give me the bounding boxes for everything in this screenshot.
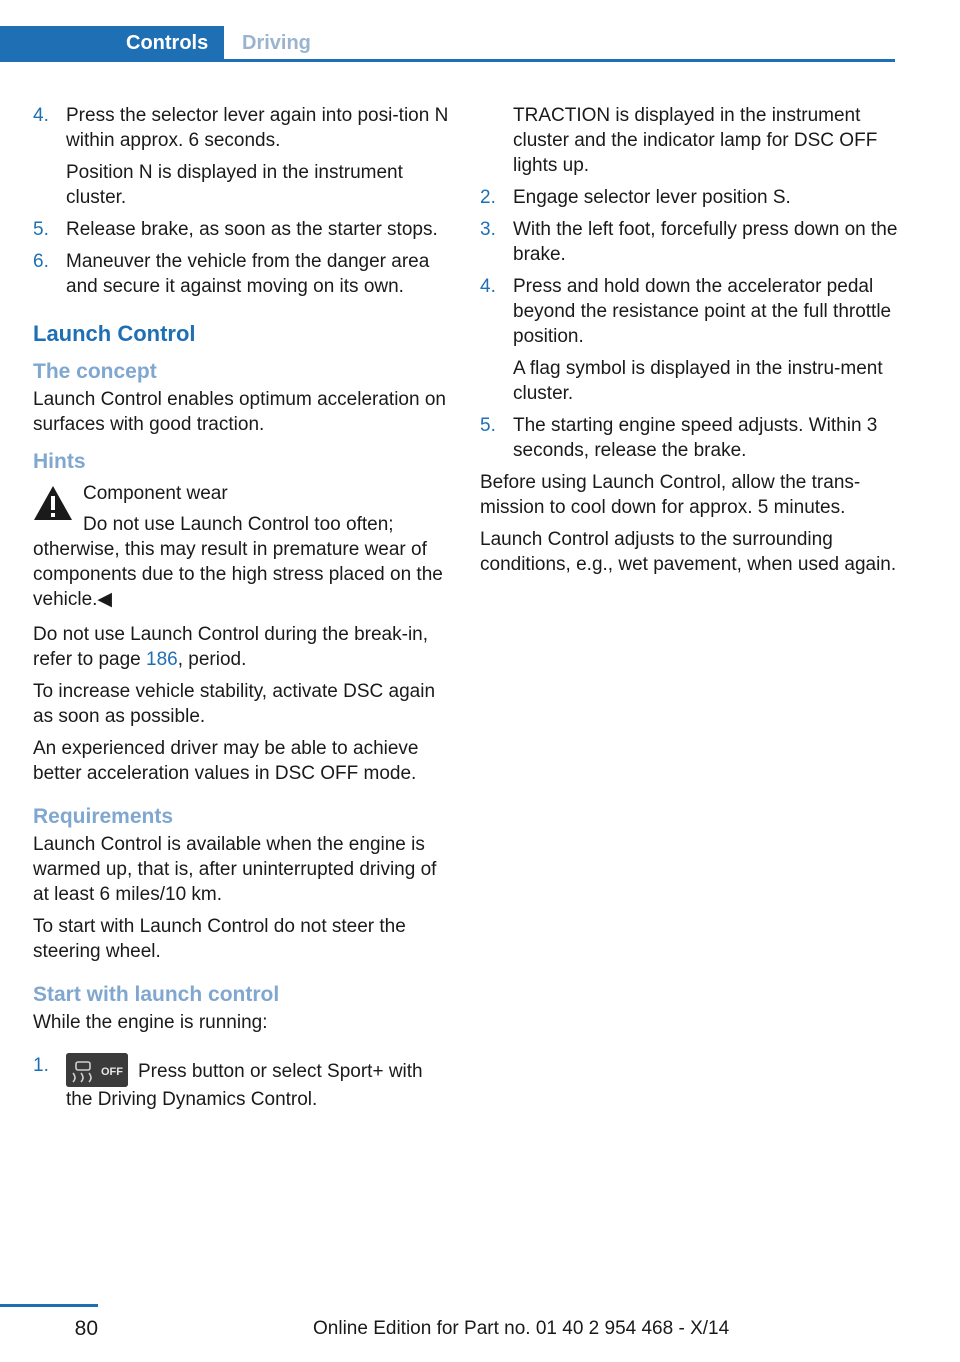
edition-footer: Online Edition for Part no. 01 40 2 954 468 - X/14 bbox=[313, 1318, 730, 1339]
step-number: 6. bbox=[33, 251, 49, 272]
step-text: Release brake, as soon as the starter stops. bbox=[66, 219, 438, 240]
break-in-text-end: , period. bbox=[177, 649, 247, 670]
step-3 bbox=[480, 217, 898, 267]
continuation-text: TRACTION is displayed in the instrument cluster and the indicator lamp for DSC OFF lights up. bbox=[513, 105, 878, 176]
step-number: 4. bbox=[480, 276, 496, 297]
stability-text: To increase vehicle stability, activate DSC again as soon as possible. bbox=[33, 681, 436, 727]
page-link[interactable]: 186 bbox=[146, 649, 178, 670]
experienced-text: An experienced driver may be able to achieve better acceleration values in DSC OFF mode. bbox=[33, 738, 419, 784]
step-number: 3. bbox=[480, 219, 496, 240]
start-intro: While the engine is running: bbox=[33, 1012, 268, 1033]
step-number: 1. bbox=[33, 1055, 49, 1076]
page-number-rule bbox=[0, 1304, 98, 1307]
step-text: Press and hold down the accelerator pedal beyond the resistance point at the full throttle position. bbox=[513, 276, 892, 347]
svg-text:OFF: OFF bbox=[101, 1066, 123, 1078]
step-text: Engage selector lever position S. bbox=[513, 187, 791, 208]
step-text: Maneuver the vehicle from the danger area and secure it against moving on its own. bbox=[66, 251, 430, 297]
step-text bbox=[66, 1053, 451, 1112]
right-column bbox=[480, 103, 898, 584]
step-number: 4. bbox=[33, 105, 49, 126]
step-1 bbox=[33, 1053, 451, 1112]
step-text: With the left foot, forcefully press down on the brake. bbox=[513, 219, 898, 265]
requirements-text: Launch Control is available when the engine is warmed up, that is, after uninterrupted driving of at least 6 miles/10 km. bbox=[33, 834, 437, 905]
step-number: 5. bbox=[33, 219, 49, 240]
step-note: A flag symbol is displayed in the instru‐ment cluster. bbox=[513, 358, 883, 404]
step-1-text: Press button or select Sport+ with the Driving Dynamics Control. bbox=[66, 1061, 423, 1110]
step-4 bbox=[33, 103, 451, 210]
step-note: Position N is displayed in the instrument cluster. bbox=[66, 162, 403, 208]
warning-block bbox=[33, 481, 451, 612]
hints-heading: Hints bbox=[33, 450, 86, 473]
step-number: 2. bbox=[480, 187, 496, 208]
break-in-paragraph bbox=[33, 622, 451, 672]
header-bar bbox=[0, 26, 895, 62]
start-heading: Start with launch control bbox=[33, 983, 280, 1006]
warning-text-rest: otherwise, this may result in premature wear of components due to the high stress placed on the vehicle.◀ bbox=[33, 539, 443, 610]
step-5-right bbox=[480, 413, 898, 463]
header-rule bbox=[0, 59, 895, 62]
section-title: Launch Control bbox=[33, 321, 196, 346]
concept-text: Launch Control enables optimum acceleration on surfaces with good traction. bbox=[33, 389, 446, 435]
step-text: Press the selector lever again into posi‐tion N within approx. 6 seconds. bbox=[66, 105, 449, 151]
step-number: 5. bbox=[480, 415, 496, 436]
step-2 bbox=[480, 185, 898, 210]
left-column bbox=[33, 103, 451, 1119]
cooldown-text: Before using Launch Control, allow the trans‐mission to cool down for approx. 5 minutes. bbox=[480, 472, 861, 518]
step-text: The starting engine speed adjusts. Within 3 seconds, release the brake. bbox=[513, 415, 878, 461]
step-6 bbox=[33, 249, 451, 299]
page-number: 80 bbox=[74, 1317, 98, 1340]
break-in-text: Do not use Launch Control during the break-in, refer to page bbox=[33, 624, 429, 670]
tab-driving[interactable]: Driving bbox=[242, 32, 311, 54]
warning-text-first: Do not use Launch Control too often; bbox=[83, 514, 394, 535]
step-4-right bbox=[480, 274, 898, 406]
step-5 bbox=[33, 217, 451, 242]
dsc-off-button-icon bbox=[66, 1053, 128, 1087]
requirements-steering-text: To start with Launch Control do not steer the steering wheel. bbox=[33, 916, 406, 962]
warning-triangle-icon bbox=[33, 485, 73, 521]
tab-controls[interactable]: Controls bbox=[0, 26, 224, 60]
conditions-text: Launch Control adjusts to the surrounding conditions, e.g., wet pavement, when used again. bbox=[480, 529, 897, 575]
requirements-heading: Requirements bbox=[33, 805, 174, 828]
concept-heading: The concept bbox=[33, 360, 157, 383]
warning-title: Component wear bbox=[83, 483, 228, 504]
step-1-continuation bbox=[480, 103, 898, 178]
